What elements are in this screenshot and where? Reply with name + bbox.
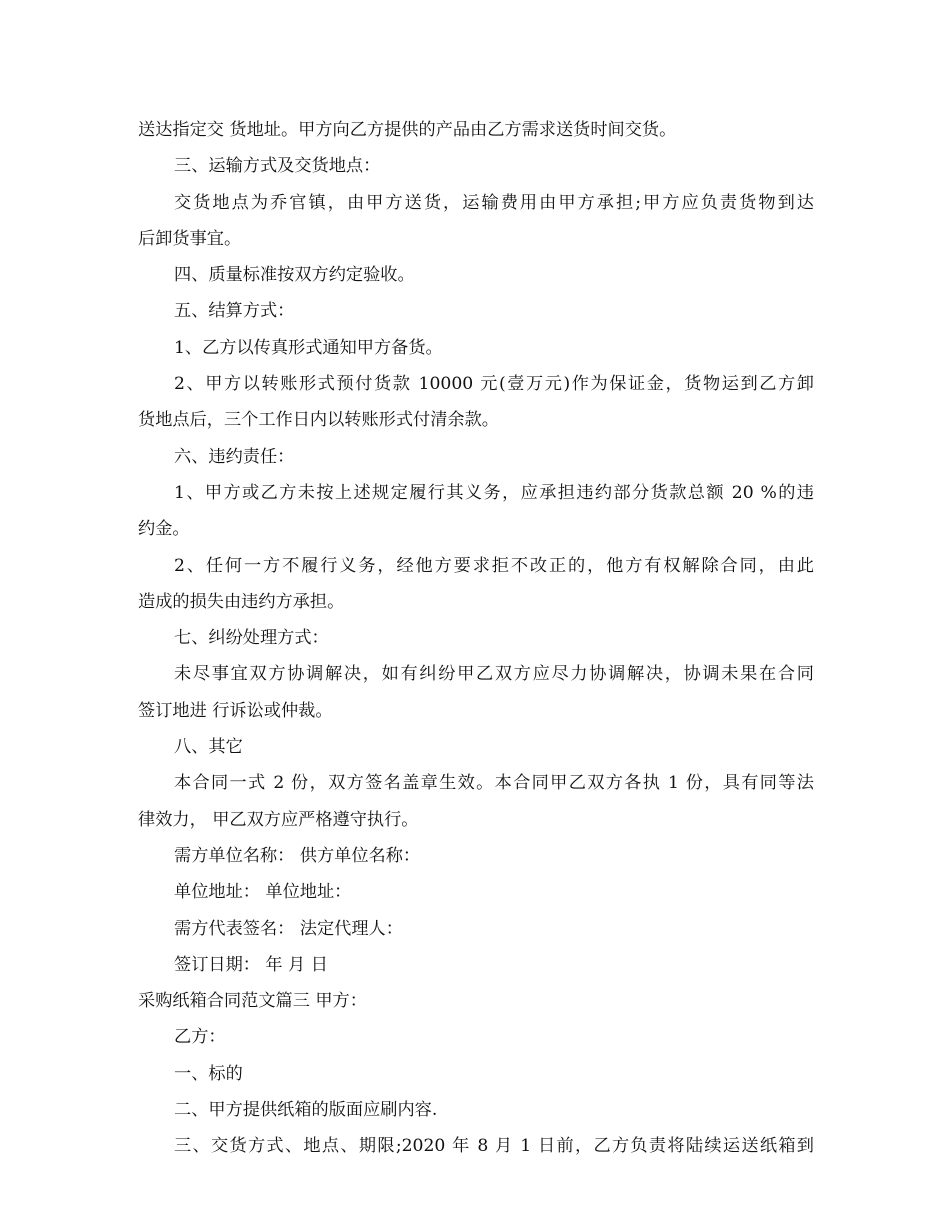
text-line: 1、乙方以传真形式通知甲方备货。 (174, 337, 443, 358)
text-line: 货地点后，三个工作日内以转账形式付清余款。 (138, 410, 499, 431)
text-line: 2、甲方以转账形式预付货款 10000 元(壹万元)作为保证金，货物运到乙方卸 (174, 374, 814, 395)
text-line: 约金。 (138, 519, 190, 540)
section-heading-dispute: 七、纠纷处理方式： (174, 628, 329, 649)
section-heading-transport: 三、运输方式及交货地点： (174, 156, 381, 177)
text-line: 三、交货方式、地点、期限;2020 年 8 月 1 日前，乙方负责将陆续运送纸箱到 (174, 1136, 814, 1157)
text-line: 二、甲方提供纸箱的版面应刷内容. (174, 1100, 438, 1121)
section-heading-settlement: 五、结算方式： (174, 301, 295, 322)
text-line: 本合同一式 2 份，双方签名盖章生效。本合同甲乙双方各执 1 份，具有同等法 (174, 773, 814, 794)
signature-field-unit-name: 需方单位名称： 供方单位名称： (174, 845, 421, 866)
section-heading-liability: 六、违约责任： (174, 446, 295, 467)
text-line: 1、甲方或乙方未按上述规定履行其义务，应承担违约部分货款总额 20 %的违 (174, 482, 814, 503)
party-b-label: 乙方： (174, 1027, 226, 1048)
section-heading-quality: 四、质量标准按双方约定验收。 (174, 265, 415, 286)
section-heading-other: 八、其它 (174, 737, 243, 758)
text-line: 签订地进 行诉讼或仲裁。 (138, 700, 333, 721)
document-subtitle: 采购纸箱合同范文篇三 甲方： (138, 991, 367, 1012)
contract-text-body (138, 112, 814, 1165)
signature-field-address: 单位地址： 单位地址： (174, 882, 352, 903)
signature-field-date: 签订日期： 年 月 日 (174, 954, 328, 975)
text-line: 造成的损失由违约方承担。 (138, 591, 345, 612)
text-line: 后卸货事宜。 (138, 228, 242, 249)
section-heading-subject: 一、标的 (174, 1063, 243, 1084)
signature-field-representative: 需方代表签名： 法定代理人： (174, 918, 403, 939)
text-line: 2、任何一方不履行义务，经他方要求拒不改正的，他方有权解除合同，由此 (174, 555, 814, 576)
text-line: 交货地点为乔官镇，由甲方送货，运输费用由甲方承担;甲方应负责货物到达 (174, 192, 814, 213)
text-line: 未尽事宜双方协调解决，如有纠纷甲乙双方应尽力协调解决，协调未果在合同 (174, 664, 814, 685)
text-line: 律效力， 甲乙双方应严格遵守执行。 (138, 809, 419, 830)
text-line: 送达指定交 货地址。甲方向乙方提供的产品由乙方需求送货时间交货。 (138, 120, 677, 140)
